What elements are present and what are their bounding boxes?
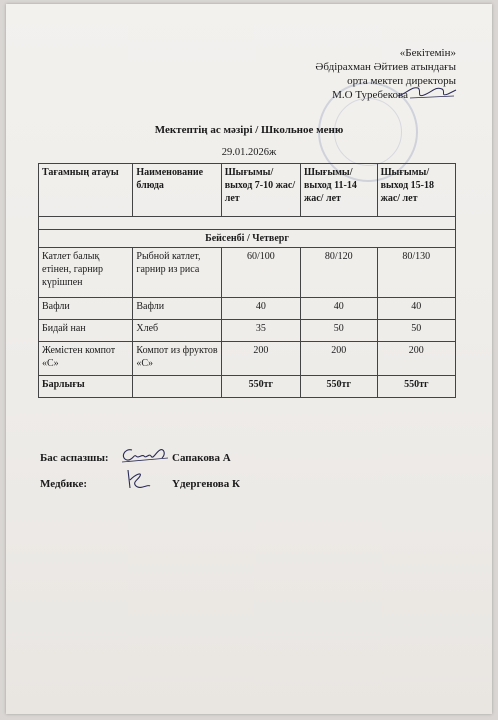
cell: 50: [300, 320, 377, 342]
cell: 200: [300, 342, 377, 376]
cell: Жемістен компот «С»: [39, 342, 133, 376]
cell: 40: [300, 298, 377, 320]
cell: Катлет балық етінен, гарнир күрішпен: [39, 248, 133, 298]
header-yield-7-10: Шығымы/ выход 7-10 жас/ лет: [221, 164, 300, 217]
cell: Рыбной катлет, гарнир из риса: [133, 248, 221, 298]
total-label: Барлығы: [39, 376, 133, 398]
menu-table: [38, 163, 456, 398]
chef-name: Сапакова А: [172, 452, 231, 464]
menu-date: 29.01.2026ж: [221, 147, 277, 158]
table-header-row: [39, 164, 456, 217]
header-kazakh-name: Тағамның атауы: [39, 164, 133, 217]
cell: Вафли: [133, 298, 221, 320]
day-label: Бейсенбі / Четверг: [39, 230, 456, 248]
page-title: Мектептің ас мәзірі / Школьное меню: [154, 124, 344, 136]
cell: Вафли: [39, 298, 133, 320]
approval-line-4: М.О Туребекова: [332, 89, 408, 101]
cell: Бидай нан: [39, 320, 133, 342]
cell: [133, 376, 221, 398]
approval-line-3: орта мектеп директоры: [347, 75, 456, 87]
nurse-signature: [120, 466, 154, 494]
approval-line-2: Әбдірахман Әйтиев атындағы: [315, 61, 456, 73]
header-yield-11-14: Шығымы/ выход 11-14 жас/ лет: [300, 164, 377, 217]
table-row: [39, 248, 456, 298]
cell: 35: [221, 320, 300, 342]
director-signature: [396, 80, 458, 102]
total-cell: 550тг: [221, 376, 300, 398]
header-russian-name: Наименование блюда: [133, 164, 221, 217]
cell: 40: [221, 298, 300, 320]
table-row: [39, 320, 456, 342]
table-row: [39, 342, 456, 376]
total-cell: 550тг: [300, 376, 377, 398]
total-row: [39, 376, 456, 398]
chef-label: Бас аспазшы:: [40, 452, 109, 464]
cell: 40: [377, 298, 455, 320]
cell: Хлеб: [133, 320, 221, 342]
approval-line-1: «Бекітемін»: [399, 47, 456, 59]
cell: 80/130: [377, 248, 455, 298]
nurse-label: Медбике:: [40, 478, 87, 490]
cell: 80/120: [300, 248, 377, 298]
cell: 50: [377, 320, 455, 342]
nurse-name: Үдергенова К: [172, 478, 240, 490]
table-row: [39, 298, 456, 320]
day-row: [39, 230, 456, 248]
spacer-row: [39, 217, 456, 230]
cell: 200: [377, 342, 455, 376]
chef-signature: [118, 442, 170, 468]
cell: Компот из фруктов «С»: [133, 342, 221, 376]
cell: 200: [221, 342, 300, 376]
total-cell: 550тг: [377, 376, 455, 398]
header-yield-15-18: Шығымы/ выход 15-18 жас/ лет: [377, 164, 455, 217]
cell: 60/100: [221, 248, 300, 298]
